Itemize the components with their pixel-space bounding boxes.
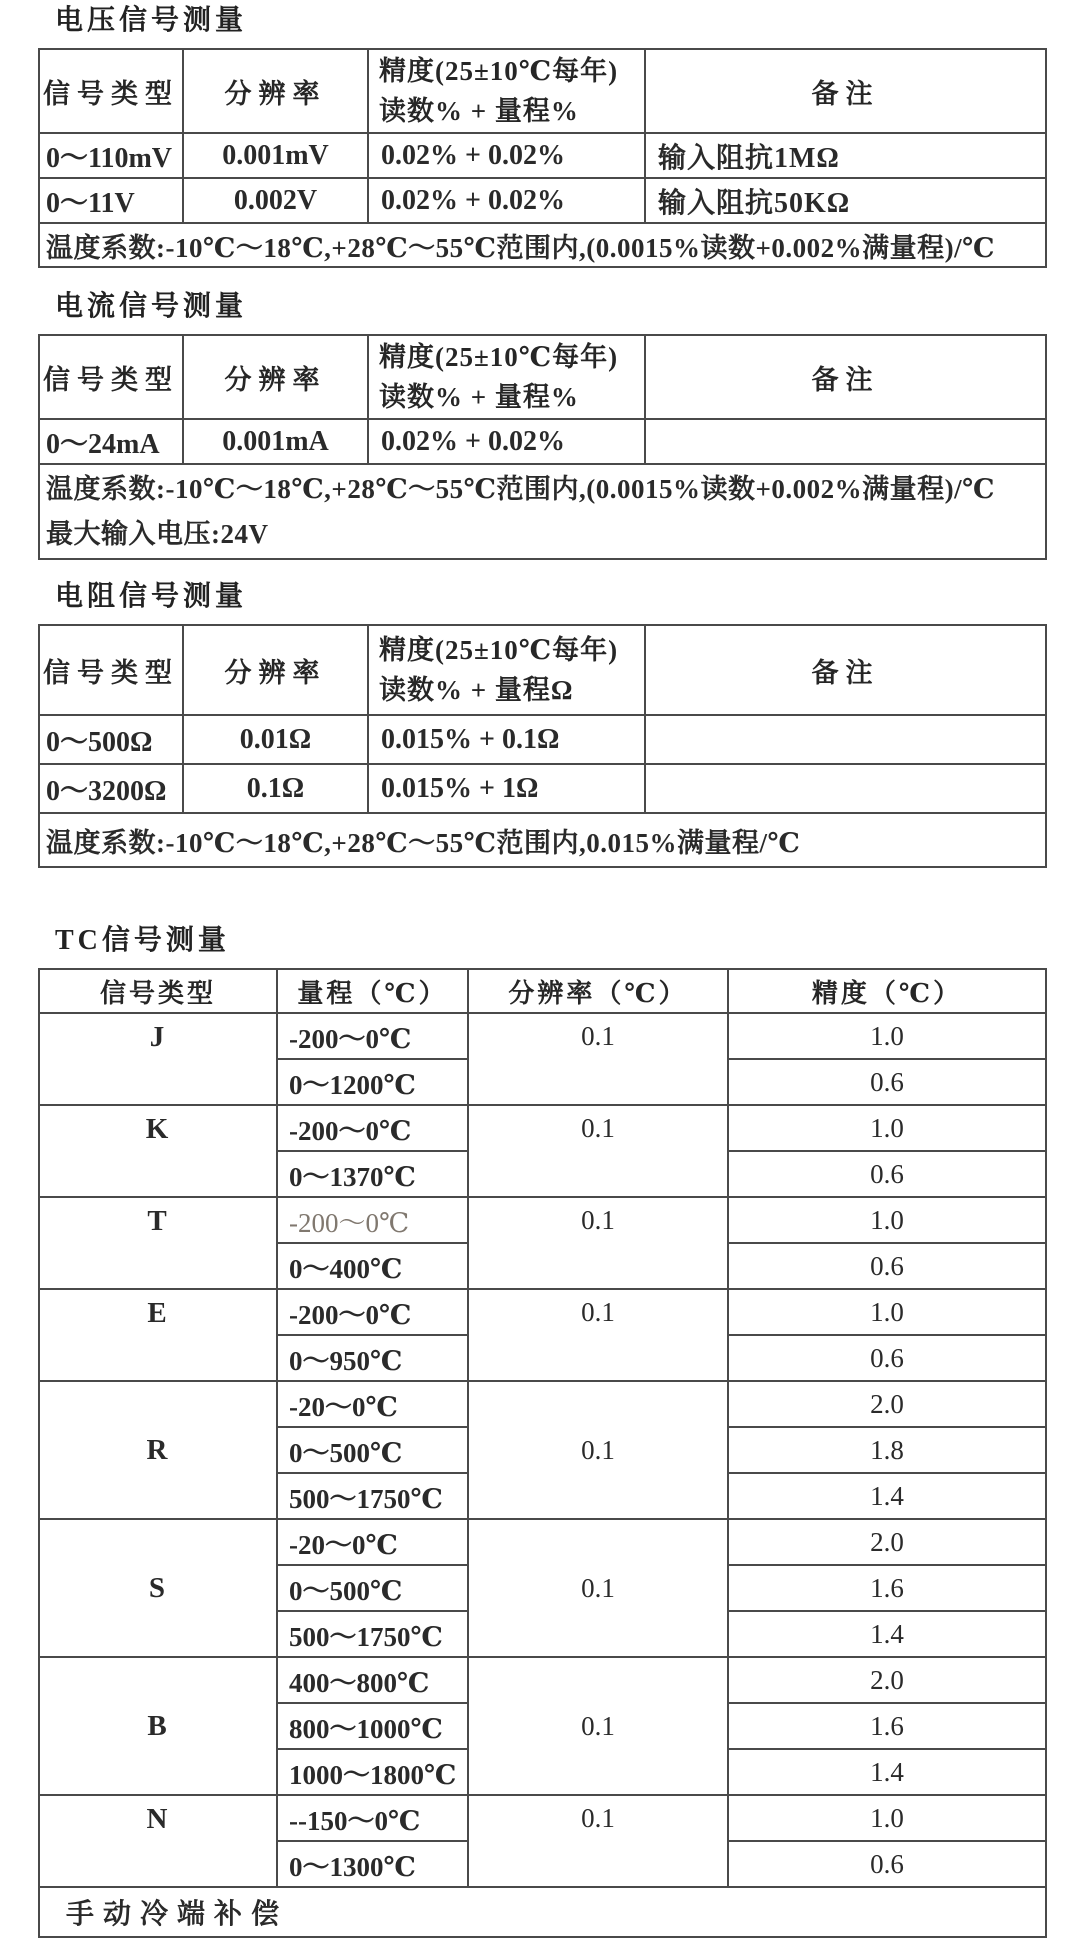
tc-section-title: TC信号测量: [55, 925, 230, 956]
header-cell-signal-type: 信号类型: [39, 49, 183, 133]
accuracy-cell: 0.015% + 0.1Ω: [368, 715, 645, 764]
tc-accuracy-cell: 1.8: [728, 1427, 1046, 1473]
tc-range-cell: 0～1200℃: [277, 1059, 468, 1105]
header-cell-accuracy: [368, 49, 645, 133]
signal-type-cell: 0～500Ω: [39, 715, 183, 764]
resolution-cell: 0.001mV: [183, 133, 368, 178]
max-input-voltage-note: 最大输入电压:24V: [46, 518, 269, 549]
tc-spec-table: [38, 968, 1047, 1938]
tc-accuracy-cell: 1.0: [728, 1795, 1046, 1841]
tc-accuracy-cell: 0.6: [728, 1335, 1046, 1381]
tc-range-cell: 0～950℃: [277, 1335, 468, 1381]
tc-resolution-cell: 0.1: [468, 1013, 728, 1105]
tc-range-cell: 0～400℃: [277, 1243, 468, 1289]
accuracy-header-line1: 精度(25±10℃每年): [379, 635, 619, 665]
tc-accuracy-cell: 1.0: [728, 1289, 1046, 1335]
footer-row: [39, 813, 1046, 867]
tc-accuracy-cell: 1.0: [728, 1197, 1046, 1243]
table-row: [39, 764, 1046, 813]
temp-coefficient-note: 温度系数:-10℃～18℃,+28℃～55℃范围内,(0.0015%读数+0.002%满量程)/℃: [46, 473, 995, 504]
tc-accuracy-cell: 0.6: [728, 1059, 1046, 1105]
header-cell-remark: 备注: [645, 625, 1046, 715]
tc-range-cell: 1000～1800℃: [277, 1749, 468, 1795]
table-row: [39, 715, 1046, 764]
tc-range-cell: -200～0℃: [277, 1197, 468, 1243]
footer-row: [39, 464, 1046, 559]
tc-group-row-K: [39, 1105, 1046, 1151]
tc-group-row-S: [39, 1519, 1046, 1565]
resolution-cell: 0.1Ω: [183, 764, 368, 813]
tc-range-cell: -200～0℃: [277, 1289, 468, 1335]
current-header-row: [39, 335, 1046, 419]
tc-accuracy-cell: 1.4: [728, 1749, 1046, 1795]
tc-resolution-cell: 0.1: [468, 1289, 728, 1381]
accuracy-header-line2: 读数% + 量程Ω: [379, 675, 574, 705]
tc-resolution-cell: 0.1: [468, 1795, 728, 1887]
tc-type-cell: J: [39, 1013, 277, 1105]
tc-type-cell: E: [39, 1289, 277, 1381]
tc-resolution-cell: 0.1: [468, 1381, 728, 1519]
current-footer-cell: [39, 464, 1046, 559]
temp-coefficient-note: 温度系数:-10℃～18℃,+28℃～55℃范围内,(0.0015%读数+0.002%满量程)/℃: [39, 223, 1046, 267]
tc-header-row: [39, 969, 1046, 1013]
footer-row: [39, 223, 1046, 267]
table-row: [39, 133, 1046, 178]
tc-range-cell: 0～1300℃: [277, 1841, 468, 1887]
resistance-header-row: [39, 625, 1046, 715]
accuracy-header-line1: 精度(25±10℃每年): [379, 342, 619, 372]
accuracy-cell: 0.02% + 0.02%: [368, 133, 645, 178]
tc-type-cell: N: [39, 1795, 277, 1887]
table-row: [39, 178, 1046, 223]
tc-resolution-cell: 0.1: [468, 1105, 728, 1197]
header-cell-resolution: 分辨率（℃）: [468, 969, 728, 1013]
tc-range-cell: 800～1000℃: [277, 1703, 468, 1749]
tc-footer-row: [39, 1887, 1046, 1937]
header-cell-signal-type: 信号类型: [39, 335, 183, 419]
header-cell-signal-type: 信号类型: [39, 969, 277, 1013]
header-cell-resolution: 分辨率: [183, 625, 368, 715]
header-cell-remark: 备注: [645, 335, 1046, 419]
tc-group-row-J: [39, 1013, 1046, 1059]
table-row: [39, 419, 1046, 464]
tc-group-row-B: [39, 1657, 1046, 1703]
tc-range-cell: -20～0℃: [277, 1519, 468, 1565]
tc-group-row-T: [39, 1197, 1046, 1243]
resolution-cell: 0.01Ω: [183, 715, 368, 764]
tc-type-cell: S: [39, 1519, 277, 1657]
tc-accuracy-cell: 1.0: [728, 1013, 1046, 1059]
tc-type-cell: R: [39, 1381, 277, 1519]
tc-accuracy-cell: 0.6: [728, 1841, 1046, 1887]
tc-range-cell: 500～1750℃: [277, 1473, 468, 1519]
tc-accuracy-cell: 2.0: [728, 1381, 1046, 1427]
tc-accuracy-cell: 1.0: [728, 1105, 1046, 1151]
tc-range-cell: --150～0℃: [277, 1795, 468, 1841]
signal-type-cell: 0～11V: [39, 178, 183, 223]
tc-resolution-cell: 0.1: [468, 1519, 728, 1657]
tc-range-cell: 0～1370℃: [277, 1151, 468, 1197]
current-section-title: 电流信号测量: [55, 291, 248, 322]
tc-resolution-cell: 0.1: [468, 1657, 728, 1795]
signal-type-cell: 0～24mA: [39, 419, 183, 464]
accuracy-cell: 0.02% + 0.02%: [368, 178, 645, 223]
resolution-cell: 0.002V: [183, 178, 368, 223]
header-cell-resolution: 分辨率: [183, 49, 368, 133]
cold-junction-note: 手动冷端补偿: [39, 1887, 1046, 1937]
voltage-section-title: 电压信号测量: [55, 5, 248, 36]
tc-accuracy-cell: 1.6: [728, 1565, 1046, 1611]
tc-accuracy-cell: 1.6: [728, 1703, 1046, 1749]
remark-cell: [645, 419, 1046, 464]
header-cell-signal-type: 信号类型: [39, 625, 183, 715]
header-cell-accuracy: [368, 625, 645, 715]
resistance-section-title: 电阻信号测量: [55, 581, 248, 612]
tc-group-row-N: [39, 1795, 1046, 1841]
tc-range-cell: 500～1750℃: [277, 1611, 468, 1657]
header-cell-accuracy: 精度（℃）: [728, 969, 1046, 1013]
signal-type-cell: 0～3200Ω: [39, 764, 183, 813]
tc-range-cell: -20～0℃: [277, 1381, 468, 1427]
tc-accuracy-cell: 2.0: [728, 1519, 1046, 1565]
tc-type-cell: T: [39, 1197, 277, 1289]
tc-accuracy-cell: 0.6: [728, 1243, 1046, 1289]
resolution-cell: 0.001mA: [183, 419, 368, 464]
remark-cell: 输入阻抗50KΩ: [645, 178, 1046, 223]
tc-type-cell: K: [39, 1105, 277, 1197]
accuracy-header-line2: 读数% + 量程%: [379, 382, 579, 412]
tc-accuracy-cell: 1.4: [728, 1473, 1046, 1519]
header-cell-remark: 备注: [645, 49, 1046, 133]
accuracy-cell: 0.02% + 0.02%: [368, 419, 645, 464]
current-spec-table: [38, 334, 1047, 560]
tc-type-cell: B: [39, 1657, 277, 1795]
remark-cell: [645, 764, 1046, 813]
tc-range-cell: 400～800℃: [277, 1657, 468, 1703]
tc-group-row-R: [39, 1381, 1046, 1427]
accuracy-header-line1: 精度(25±10℃每年): [379, 56, 619, 86]
header-cell-accuracy: [368, 335, 645, 419]
tc-range-cell: -200～0℃: [277, 1105, 468, 1151]
tc-group-row-E: [39, 1289, 1046, 1335]
accuracy-header-line2: 读数% + 量程%: [379, 96, 579, 126]
tc-range-cell: 0～500℃: [277, 1565, 468, 1611]
voltage-spec-table: [38, 48, 1047, 268]
header-cell-resolution: 分辨率: [183, 335, 368, 419]
tc-accuracy-cell: 0.6: [728, 1151, 1046, 1197]
voltage-header-row: [39, 49, 1046, 133]
tc-resolution-cell: 0.1: [468, 1197, 728, 1289]
tc-accuracy-cell: 1.4: [728, 1611, 1046, 1657]
resistance-spec-table: [38, 624, 1047, 868]
header-cell-range: 量程（℃）: [277, 969, 468, 1013]
accuracy-cell: 0.015% + 1Ω: [368, 764, 645, 813]
signal-type-cell: 0～110mV: [39, 133, 183, 178]
tc-range-cell: -200～0℃: [277, 1013, 468, 1059]
tc-accuracy-cell: 2.0: [728, 1657, 1046, 1703]
remark-cell: 输入阻抗1MΩ: [645, 133, 1046, 178]
temp-coefficient-note: 温度系数:-10℃～18℃,+28℃～55℃范围内,0.015%满量程/℃: [39, 813, 1046, 867]
remark-cell: [645, 715, 1046, 764]
tc-range-cell: 0～500℃: [277, 1427, 468, 1473]
